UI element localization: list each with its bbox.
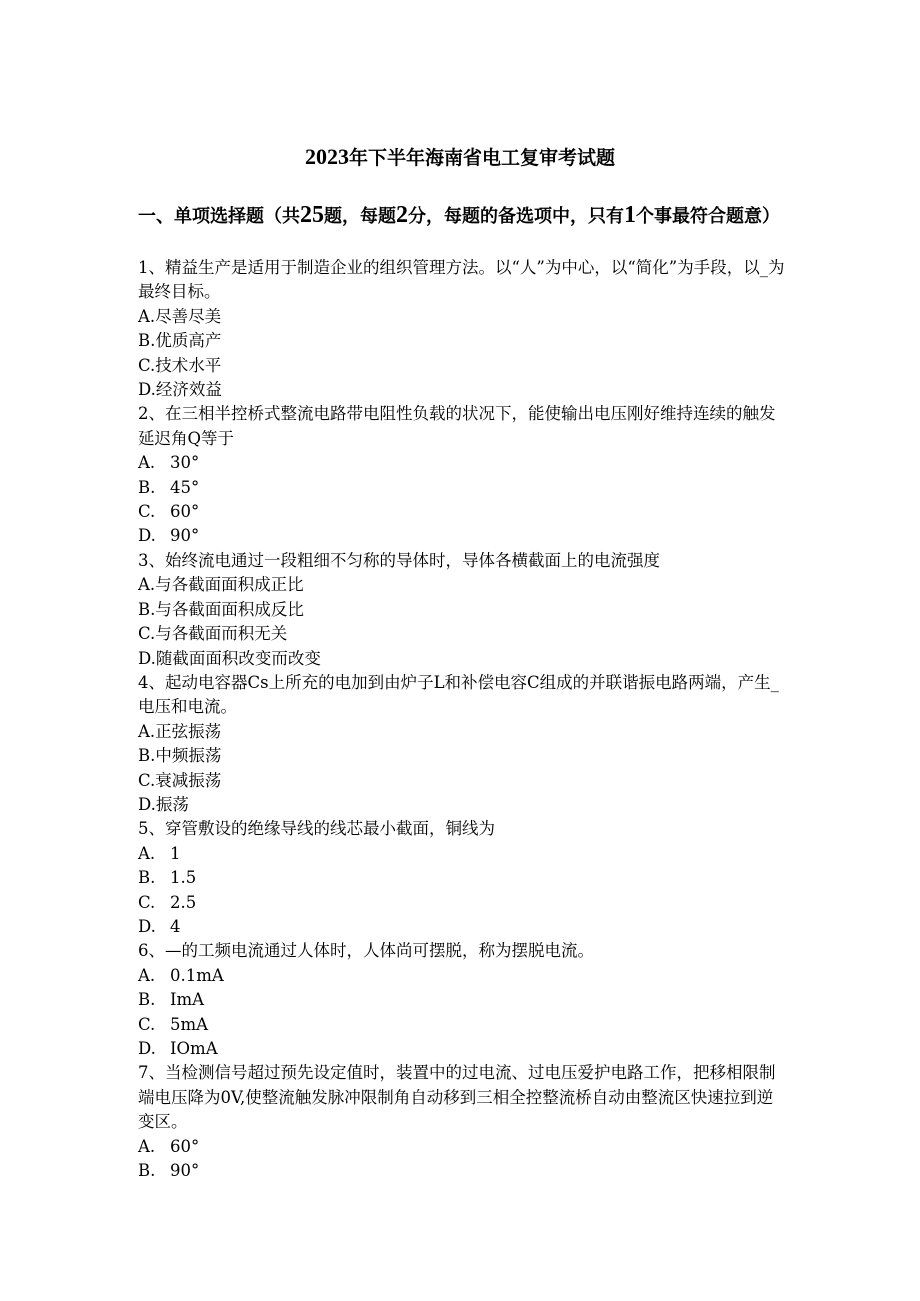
option-label: C. [138, 892, 156, 912]
question-item [138, 256, 788, 402]
option-text: 60° [170, 502, 200, 522]
option-label: B. [138, 746, 156, 766]
answer-option [138, 476, 788, 500]
answer-option [138, 647, 788, 671]
question-stem: 5、穿管敷设的绝缘导线的线芯最小截面，铜线为 [138, 819, 495, 839]
option-text: 振荡 [155, 794, 189, 814]
option-text: 4 [170, 916, 181, 936]
answer-option [138, 500, 788, 524]
option-label: A. [138, 1136, 156, 1156]
option-label: C. [138, 502, 156, 522]
question-stem: 4、起动电容器Cs上所充的电加到由炉子L和补偿电容C组成的并联谐振电路两端，产生_电压和电流。 [138, 672, 779, 717]
option-text: 正弦振荡 [155, 721, 222, 741]
option-text: 与各截面而积无关 [155, 624, 288, 644]
option-label: A. [138, 843, 156, 863]
option-label: D. [138, 648, 156, 668]
section-heading [138, 203, 788, 229]
section-text-1: 一、单项选择题（共 [138, 206, 300, 227]
option-text: ImA [170, 990, 205, 1010]
correct-option-count: 1 [624, 202, 636, 228]
option-label: B. [138, 990, 156, 1010]
option-text: 中频振荡 [155, 746, 222, 766]
option-text: 尽善尽美 [155, 306, 222, 326]
answer-option [138, 622, 788, 646]
question-stem: 6、—的工频电流通过人体时，人体尚可摆脱，称为摆脱电流。 [138, 941, 594, 961]
question-count: 25 [300, 202, 324, 228]
answer-option [138, 720, 788, 744]
option-label: D. [138, 794, 156, 814]
option-label: A. [138, 965, 156, 985]
answer-option [138, 842, 788, 866]
option-label: B. [138, 1161, 156, 1181]
option-text: 与各截面面积成反比 [155, 599, 304, 619]
answer-option [138, 744, 788, 768]
option-label: C. [138, 770, 156, 790]
answer-option [138, 378, 788, 402]
answer-option [138, 354, 788, 378]
answer-option [138, 1159, 788, 1183]
answer-option [138, 305, 788, 329]
question-item [138, 402, 788, 548]
points-per-question: 2 [396, 202, 408, 228]
option-text: 2.5 [170, 892, 197, 912]
option-label: C. [138, 355, 156, 375]
option-text: 90° [170, 526, 200, 546]
answer-option [138, 573, 788, 597]
question-list [138, 256, 788, 1183]
answer-option [138, 866, 788, 890]
answer-option [138, 915, 788, 939]
option-text: 衰减振荡 [155, 770, 222, 790]
answer-option [138, 769, 788, 793]
question-stem: 3、始终流电通过一段粗细不匀称的导体时，导体各横截面上的电流强度 [138, 550, 660, 570]
option-text: 30° [170, 453, 200, 473]
option-text: 经济效益 [155, 380, 222, 400]
option-text: 1.5 [170, 868, 197, 888]
option-text: 90° [170, 1161, 200, 1181]
option-label: A. [138, 453, 156, 473]
question-item [138, 939, 788, 1061]
question-item [138, 817, 788, 939]
question-stem: 7、当检测信号超过预先设定值时，装置中的过电流、过电压爱护电路工作，把移相限制端电压降为0V,使整流触发脉冲限制角自动移到三相全控整流桥自动由整流区快速拉到逆变区。 [138, 1063, 776, 1132]
option-label: B. [138, 477, 156, 497]
option-label: B. [138, 599, 156, 619]
answer-option [138, 598, 788, 622]
option-text: 随截面面积改变而改变 [155, 648, 321, 668]
title-year: 2023 [304, 144, 349, 169]
option-text: 60° [170, 1136, 200, 1156]
answer-option [138, 1037, 788, 1061]
option-label: D. [138, 526, 156, 546]
option-label: C. [138, 624, 156, 644]
question-stem: 2、在三相半控桥式整流电路带电阻性负载的状况下，能使输出电压刚好维持连续的触发延迟角Q等于 [138, 404, 776, 448]
question-item [138, 1061, 788, 1183]
answer-option [138, 451, 788, 475]
question-stem: 1、精益生产是适用于制造企业的组织管理方法。以“人”为中心，以“简化”为手段，以_为最终目标。 [138, 258, 785, 302]
option-label: B. [138, 331, 156, 351]
answer-option [138, 988, 788, 1012]
option-label: A. [138, 306, 156, 326]
section-text-4: 个事最符合题意） [636, 206, 780, 227]
option-label: D. [138, 1039, 156, 1058]
option-label: C. [138, 1014, 156, 1034]
option-text: 优质高产 [155, 331, 222, 351]
option-label: A. [138, 575, 156, 595]
option-label: D. [138, 380, 156, 400]
option-text: IOmA [170, 1039, 218, 1058]
option-label: D. [138, 916, 156, 936]
section-text-2: 题，每题 [324, 206, 396, 227]
option-label: A. [138, 721, 156, 741]
answer-option [138, 793, 788, 817]
answer-option [138, 891, 788, 915]
answer-option [138, 964, 788, 988]
option-text: 技术水平 [155, 355, 222, 375]
question-item [138, 549, 788, 671]
option-text: 0.1mA [170, 965, 224, 985]
option-label: B. [138, 868, 156, 888]
option-text: 与各截面面积成正比 [155, 575, 304, 595]
section-text-3: 分，每题的备选项中，只有 [408, 206, 624, 227]
answer-option [138, 524, 788, 548]
option-text: 5mA [170, 1014, 209, 1034]
document-title [0, 144, 920, 171]
answer-option [138, 1013, 788, 1037]
answer-option [138, 329, 788, 353]
question-item [138, 671, 788, 817]
title-text: 年下半年海南省电工复审考试题 [348, 147, 615, 169]
answer-option [138, 1135, 788, 1159]
option-text: 1 [170, 843, 181, 863]
option-text: 45° [170, 477, 200, 497]
